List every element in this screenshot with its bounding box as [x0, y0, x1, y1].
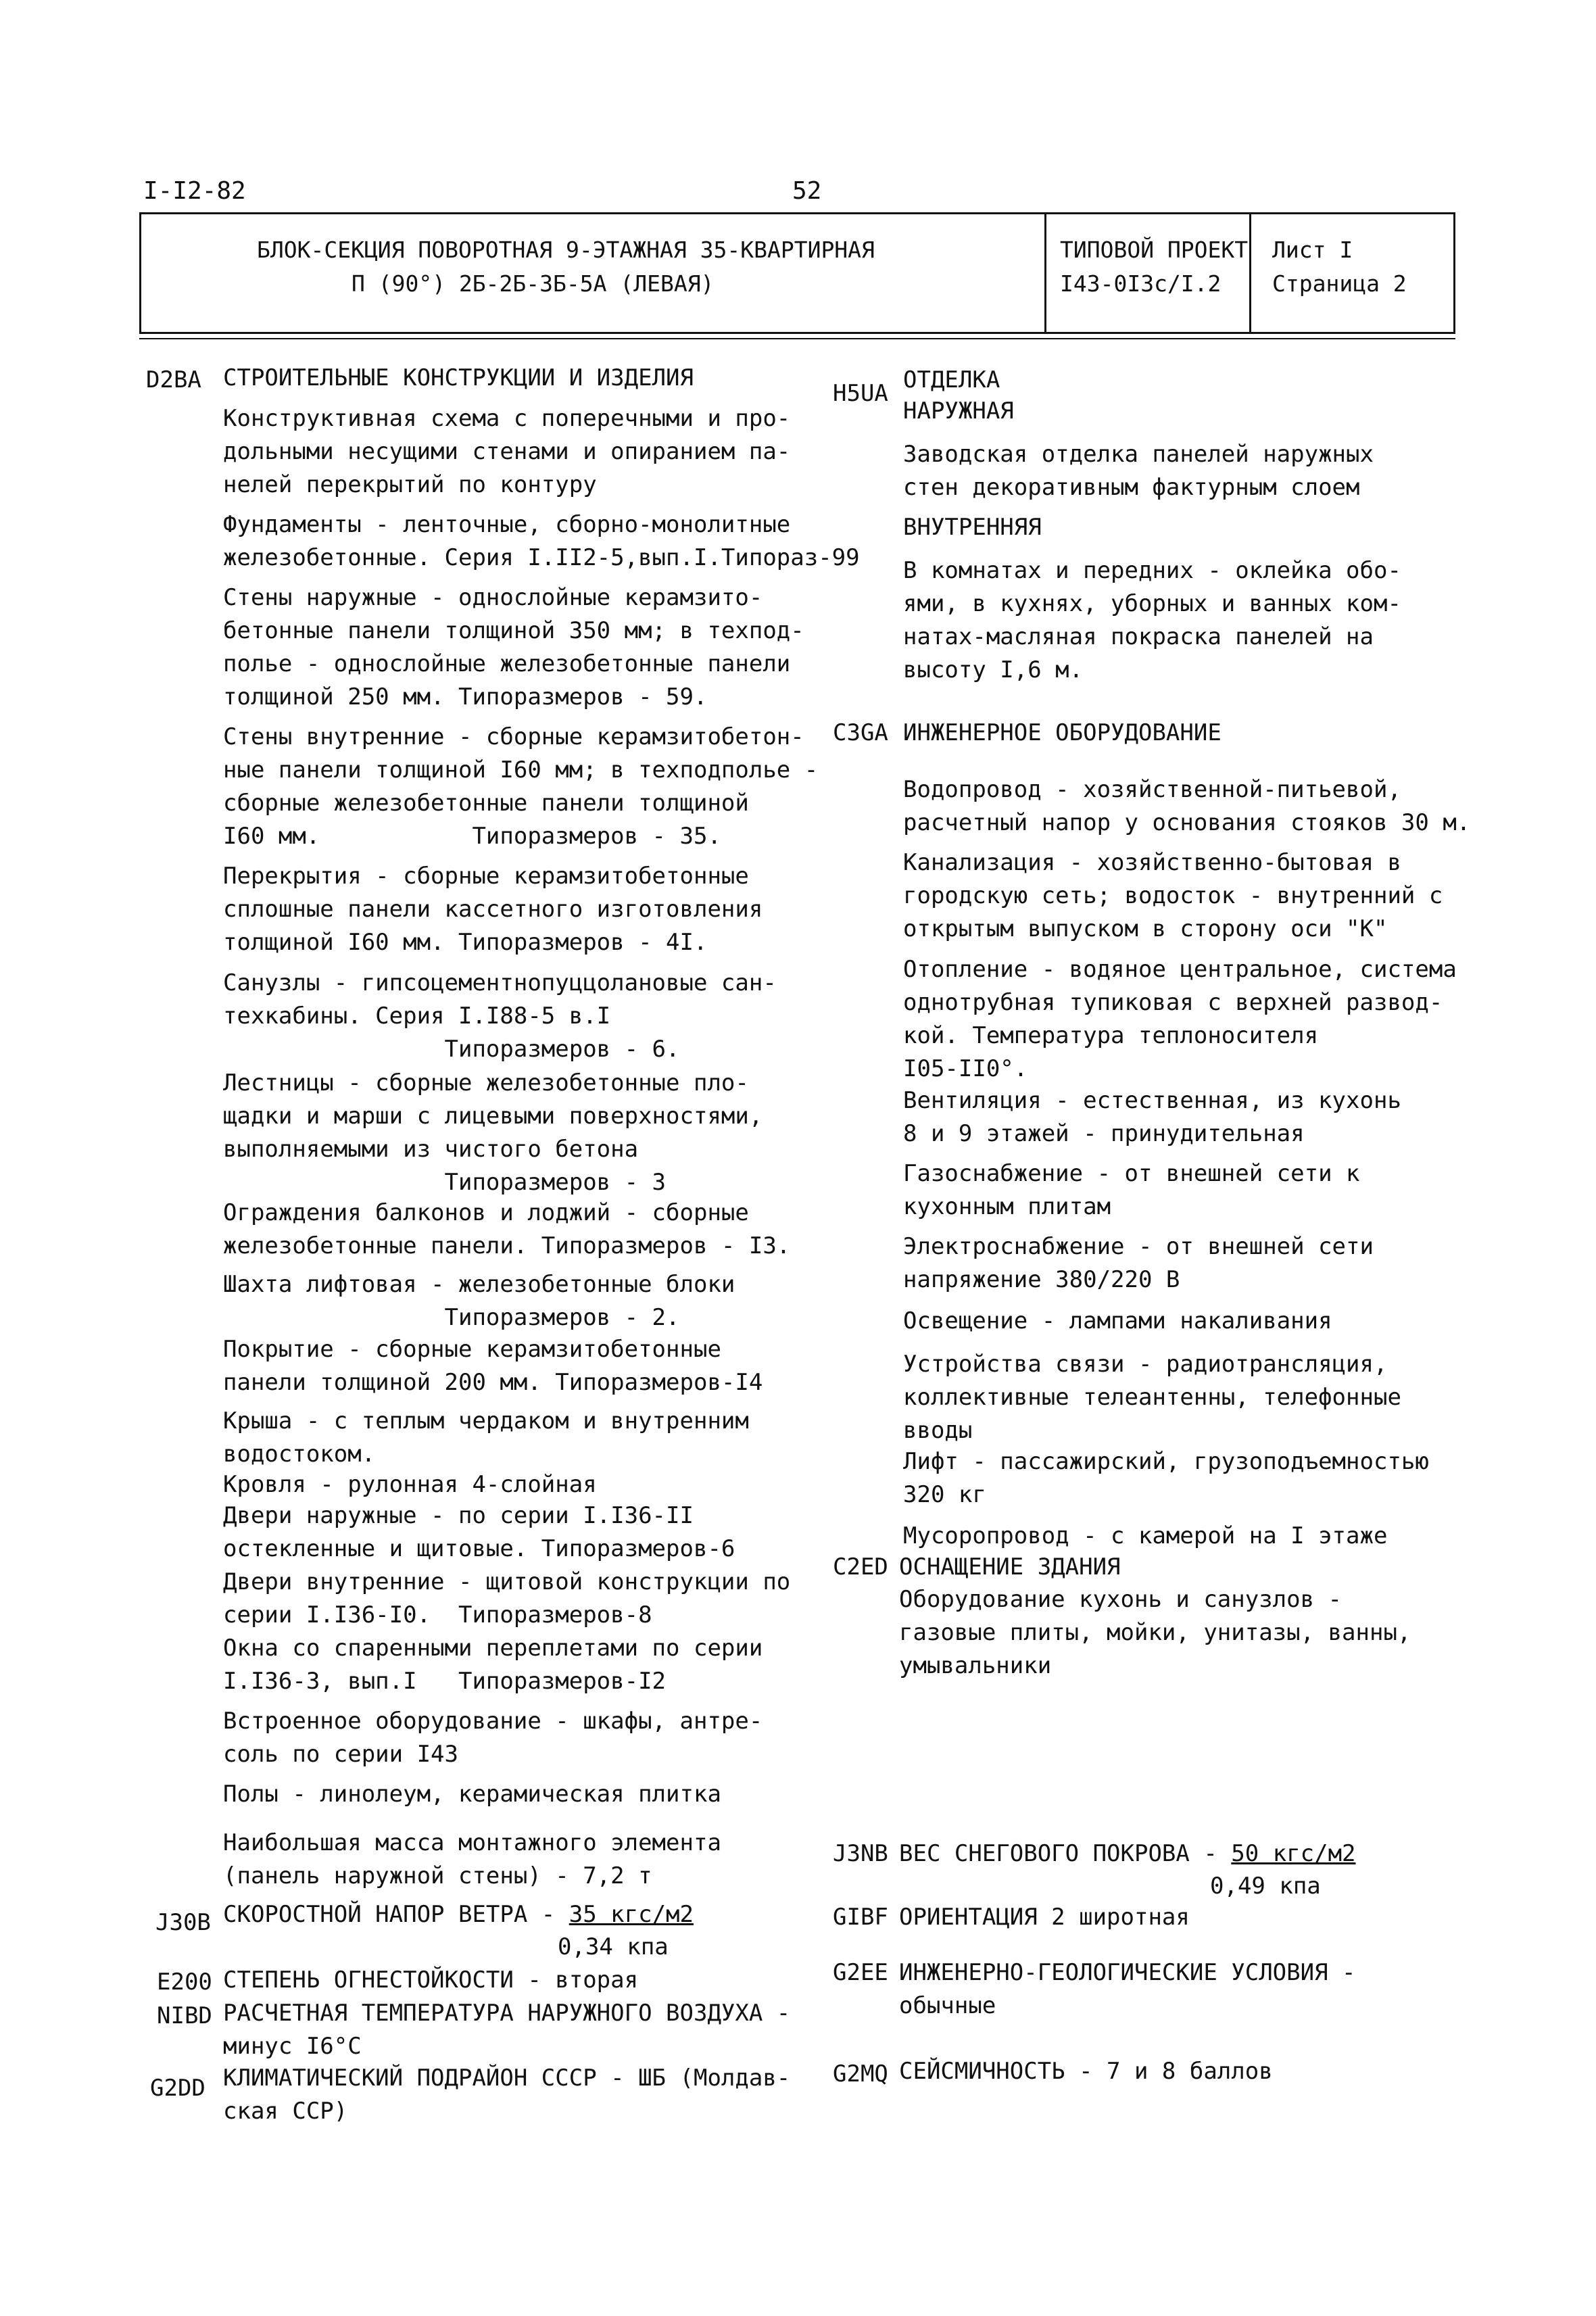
engineering-item: Устройства связи - радиотрансляция, коллективные телеантенны, телефонные вводы — [903, 1351, 1401, 1444]
geology-code: G2EE — [833, 1959, 888, 1986]
construction-item: Кровля - рулонная 4-слойная — [223, 1471, 597, 1498]
engineering-code: C3GA — [833, 719, 888, 746]
section-title: СТРОИТЕЛЬНЫЕ КОНСТРУКЦИИ И ИЗДЕЛИЯ — [223, 364, 694, 391]
title-divider-2 — [1249, 212, 1251, 334]
engineering-item: Электроснабжение - от внешней сети напряжение 380/220 В — [903, 1233, 1374, 1293]
construction-item: Стены внутренние - сборные керамзитобетон- ные панели толщиной I60 мм; в техподполье - сборные железобетонные панели толщиной I60 мм. Типоразмеров - 35. — [223, 723, 819, 850]
page-number: 52 — [792, 177, 822, 205]
snow-value-kpa: 0,49 кпа — [1210, 1873, 1321, 1900]
engineering-item: Лифт - пассажирский, грузоподъемностью 320 кг — [903, 1448, 1429, 1508]
engineering-item: Водопровод - хозяйственной-питьевой, расчетный напор у основания стояков 30 м. — [903, 776, 1471, 836]
seismic-code: G2MQ — [833, 2060, 888, 2088]
temperature-code: NIBD — [157, 2002, 212, 2029]
finishing-code: H5UA — [833, 380, 888, 407]
construction-item: Шахта лифтовая - железобетонные блоки Типоразмеров - 2. — [223, 1271, 735, 1331]
orientation-code: GIBF — [833, 1904, 888, 1931]
equipment-title: ОСНАЩЕНИЕ ЗДАНИЯ — [899, 1553, 1121, 1581]
construction-item: Лестницы - сборные железобетонные пло- щадки и марши с лицевыми поверхностями, выполняемыми из чистого бетона Типоразмеров - 3 — [223, 1069, 763, 1196]
internal-finishing-text: В комнатах и передних - оклейка обо- ями, в кухнях, уборных и ванных ком- натах-масляная покраска панелей на высоту I,6 м. — [903, 557, 1401, 683]
wind-value-kpa: 0,34 кпа — [558, 1933, 669, 1960]
fire-resistance: СТЕПЕНЬ ОГНЕСТОЙКОСТИ - вторая — [223, 1967, 639, 1994]
engineering-item: Мусоропровод - с камерой на I этаже — [903, 1522, 1388, 1549]
seismic-text: СЕЙСМИЧНОСТЬ - 7 и 8 баллов — [899, 2058, 1273, 2085]
sheet-label: Лист I — [1272, 237, 1353, 263]
engineering-item: Вентиляция - естественная, из кухонь 8 и 9 этажей - принудительная — [903, 1087, 1401, 1147]
construction-item: Перекрытия - сборные керамзитобетонные сплошные панели кассетного изготовления толщиной I60 мм. Типоразмеров - 4I. — [223, 863, 763, 956]
fire-code: E200 — [157, 1969, 212, 1996]
construction-item: Покрытие - сборные керамзитобетонные панели толщиной 200 мм. Типоразмеров-I4 — [223, 1336, 763, 1396]
construction-item: Крыша - с теплым чердаком и внутренним водостоком. — [223, 1407, 749, 1468]
construction-item: Ограждения балконов и лоджий - сборные железобетонные панели. Типоразмеров - I3. — [223, 1199, 791, 1259]
wind-code: J30B — [155, 1909, 211, 1936]
page-label: Страница 2 — [1272, 270, 1407, 297]
construction-item: Двери наружные - по серии I.I36-II остекленные и щитовые. Типоразмеров-6 — [223, 1502, 735, 1562]
external-finishing-text: Заводская отделка панелей наружных стен декоративным фактурным слоем — [903, 441, 1374, 501]
document-code: I-I2-82 — [143, 177, 246, 205]
climate-code: G2DD — [150, 2075, 205, 2102]
climate-subregion: КЛИМАТИЧЕСКИЙ ПОДРАЙОН СССР - ШБ (Молдав- ская ССР) — [223, 2065, 791, 2125]
engineering-item: Канализация - хозяйственно-бытовая в городскую сеть; водосток - внутренний с открытым выпуском в сторону оси "К" — [903, 849, 1443, 942]
orientation-text: ОРИЕНТАЦИЯ 2 широтная — [899, 1904, 1190, 1931]
block-title-line-2: П (90°) 2Б-2Б-3Б-5А (ЛЕВАЯ) — [352, 270, 715, 297]
wind-load — [223, 1898, 694, 1931]
project-number: I43-0I3с/I.2 — [1060, 270, 1222, 297]
construction-item: Фундаменты - ленточные, сборно-монолитные железобетонные. Серия I.II2-5,вып.I.Типораз-99 — [223, 511, 860, 571]
title-block — [139, 212, 1455, 334]
construction-item: Двери внутренние - щитовой конструкции по серии I.I36-I0. Типоразмеров-8 — [223, 1568, 791, 1629]
snow-code: J3NB — [833, 1840, 888, 1867]
snow-value: 50 кгс/м2 — [1231, 1840, 1356, 1867]
engineering-title: ИНЖЕНЕРНОЕ ОБОРУДОВАНИЕ — [903, 719, 1222, 746]
construction-item: Встроенное оборудование - шкафы, антре- соль по серии I43 — [223, 1708, 763, 1768]
snow-label: ВЕС СНЕГОВОГО ПОКРОВА - — [899, 1840, 1232, 1867]
block-title-line-1: БЛОК-СЕКЦИЯ ПОВОРОТНАЯ 9-ЭТАЖНАЯ 35-КВАРТИРНАЯ — [257, 237, 875, 263]
construction-item: Полы - линолеум, керамическая плитка — [223, 1781, 721, 1808]
construction-item: Санузлы - гипсоцементнопуццолановые сан- техкабины. Серия I.I88-5 в.I Типоразмеров - 6. — [223, 969, 777, 1063]
engineering-item: Освещение - лампами накаливания — [903, 1307, 1332, 1334]
engineering-item: Отопление - водяное центральное, система однотрубная тупиковая с верхней развод- кой. Температура теплоносителя I05-II0°. — [903, 956, 1457, 1082]
equipment-text: Оборудование кухонь и санузлов - газовые плиты, мойки, унитазы, ванны, умывальники — [899, 1586, 1411, 1679]
wind-value: 35 кгс/м2 — [569, 1901, 694, 1928]
construction-item: Наибольшая масса монтажного элемента (панель наружной стены) - 7,2 т — [223, 1829, 721, 1889]
internal-finishing-title: ВНУТРЕННЯЯ — [903, 514, 1042, 541]
equipment-code: C2ED — [833, 1553, 888, 1581]
project-label: ТИПОВОЙ ПРОЕКТ — [1060, 237, 1249, 263]
construction-item: Окна со спаренными переплетами по серии I.I36-3, вып.I Типоразмеров-I2 — [223, 1635, 763, 1695]
construction-item: Конструктивная схема с поперечными и про- дольными несущими стенами и опиранием па- нелей перекрытий по контуру — [223, 405, 791, 498]
section-code: D2BA — [146, 366, 201, 393]
design-temperature: РАСЧЕТНАЯ ТЕМПЕРАТУРА НАРУЖНОГО ВОЗДУХА - минус I6°С — [223, 2000, 791, 2060]
external-finishing-title: НАРУЖНАЯ — [903, 397, 1014, 425]
snow-load — [899, 1837, 1356, 1871]
title-underline — [139, 338, 1455, 339]
construction-item: Стены наружные - однослойные керамзито- бетонные панели толщиной 350 мм; в техпод- полье - однослойные железобетонные панели толщиной 250 мм. Типоразмеров - 59. — [223, 584, 804, 710]
finishing-title: ОТДЕЛКА — [903, 366, 1000, 393]
wind-label: СКОРОСТНОЙ НАПОР ВЕТРА - — [223, 1901, 569, 1928]
engineering-item: Газоснабжение - от внешней сети к кухонным плитам — [903, 1160, 1360, 1220]
geology-text: ИНЖЕНЕРНО-ГЕОЛОГИЧЕСКИЕ УСЛОВИЯ - обычные — [899, 1959, 1356, 2019]
title-divider-1 — [1044, 212, 1046, 334]
